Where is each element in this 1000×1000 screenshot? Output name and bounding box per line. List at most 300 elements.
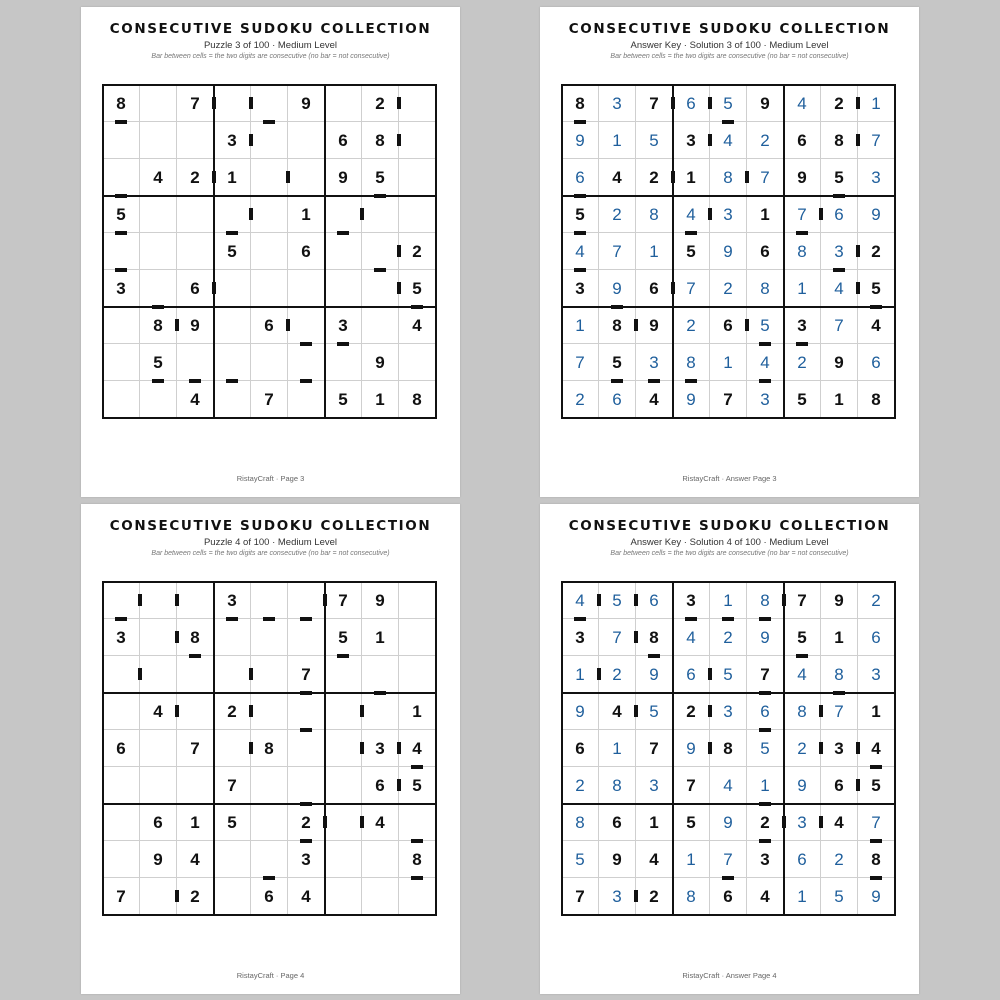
consecutive-bar: [611, 379, 623, 383]
grid-cell: 6: [251, 307, 288, 344]
grid-cell: 3: [710, 196, 747, 233]
grid-cell: 7: [784, 582, 821, 619]
grid-cell: 5: [821, 878, 858, 915]
grid-cell: [399, 656, 436, 693]
consecutive-bar: [374, 268, 386, 272]
grid-cell: [362, 307, 399, 344]
grid-cell: [325, 85, 362, 122]
box-divider: [102, 84, 104, 419]
grid-cell: 3: [858, 656, 895, 693]
grid-cell: 7: [562, 878, 599, 915]
grid-cell: 3: [673, 122, 710, 159]
consecutive-bar: [796, 342, 808, 346]
grid-cell: 3: [784, 307, 821, 344]
grid-cell: [399, 122, 436, 159]
consecutive-bar: [374, 194, 386, 198]
grid-cell: [103, 122, 140, 159]
answer-page-3: [540, 7, 919, 497]
grid-cell: 7: [821, 693, 858, 730]
grid-cell: 3: [710, 693, 747, 730]
grid-cell: [140, 767, 177, 804]
grid-cell: 1: [214, 159, 251, 196]
grid-cell: 5: [784, 619, 821, 656]
grid-cell: 1: [710, 344, 747, 381]
grid-cell: 7: [325, 582, 362, 619]
box-divider: [324, 84, 326, 419]
grid-cell: 1: [784, 270, 821, 307]
grid-cell: 4: [710, 122, 747, 159]
grid-cell: 2: [747, 122, 784, 159]
grid-cell: 5: [858, 767, 895, 804]
grid-cell: 9: [599, 270, 636, 307]
grid-cell: 1: [362, 619, 399, 656]
grid-cell: 5: [103, 196, 140, 233]
consecutive-bar: [189, 379, 201, 383]
consecutive-bar: [374, 691, 386, 695]
grid-cell: [214, 85, 251, 122]
grid-cell: [251, 233, 288, 270]
consecutive-bar: [115, 617, 127, 621]
consecutive-bar: [856, 134, 860, 146]
grid-cell: 6: [747, 693, 784, 730]
consecutive-bar: [759, 379, 771, 383]
grid-cell: 7: [673, 767, 710, 804]
box-divider: [672, 581, 674, 916]
box-divider: [435, 84, 437, 419]
consecutive-bar: [397, 779, 401, 791]
grid-cell: [177, 196, 214, 233]
grid-cell: [288, 767, 325, 804]
consecutive-bar: [634, 890, 638, 902]
consecutive-bar: [819, 208, 823, 220]
grid-cell: 7: [710, 841, 747, 878]
grid-cell: [325, 804, 362, 841]
grid-cell: 6: [140, 804, 177, 841]
grid-cell: 4: [636, 381, 673, 418]
grid-cell: 4: [599, 693, 636, 730]
grid-cell: [140, 270, 177, 307]
consecutive-bar: [574, 231, 586, 235]
grid-cell: 7: [747, 159, 784, 196]
consecutive-bar: [115, 268, 127, 272]
grid-cell: 9: [858, 196, 895, 233]
grid-cell: [362, 270, 399, 307]
grid-cell: [177, 122, 214, 159]
grid-cell: 1: [362, 381, 399, 418]
consecutive-bar: [759, 802, 771, 806]
grid-cell: [288, 159, 325, 196]
consecutive-bar: [360, 705, 364, 717]
grid-cell: [325, 730, 362, 767]
consecutive-bar: [671, 171, 675, 183]
consecutive-bar: [722, 876, 734, 880]
grid-cell: 9: [747, 85, 784, 122]
grid-cell: [103, 307, 140, 344]
page-subtitle: Answer Key · Solution 4 of 100 · Medium Level: [630, 537, 829, 548]
grid-cell: [288, 122, 325, 159]
consecutive-bar: [574, 617, 586, 621]
grid-cell: 4: [399, 730, 436, 767]
grid-cell: [140, 656, 177, 693]
grid-cell: 3: [673, 582, 710, 619]
grid-cell: 2: [562, 767, 599, 804]
consecutive-bar: [226, 617, 238, 621]
grid-cell: 8: [562, 85, 599, 122]
consecutive-bar: [597, 668, 601, 680]
consecutive-bar: [819, 816, 823, 828]
box-divider: [102, 914, 437, 916]
grid-cell: 9: [362, 344, 399, 381]
consecutive-bar: [856, 742, 860, 754]
consecutive-bar: [212, 97, 216, 109]
page-title: CONSECUTIVE SUDOKU COLLECTION: [568, 518, 891, 534]
grid-cell: 2: [858, 233, 895, 270]
consecutive-bar: [870, 876, 882, 880]
grid-cell: [140, 196, 177, 233]
box-divider: [102, 581, 104, 916]
grid-cell: 9: [784, 767, 821, 804]
consecutive-bar: [856, 282, 860, 294]
grid-cell: [251, 804, 288, 841]
grid-cell: [140, 122, 177, 159]
grid-cell: 2: [214, 693, 251, 730]
consecutive-bar: [648, 654, 660, 658]
grid-cell: 4: [821, 804, 858, 841]
grid-cell: 3: [103, 619, 140, 656]
grid-cell: [214, 841, 251, 878]
consecutive-bar: [115, 194, 127, 198]
box-divider: [102, 417, 437, 419]
grid-cell: [251, 693, 288, 730]
grid-cell: 6: [636, 582, 673, 619]
grid-cell: 4: [562, 582, 599, 619]
consecutive-bar: [759, 839, 771, 843]
grid-cell: 9: [636, 307, 673, 344]
consecutive-bar: [300, 617, 312, 621]
box-divider: [561, 692, 896, 694]
grid-cell: 3: [821, 233, 858, 270]
sudoku-grid: [103, 85, 436, 418]
grid-cell: 8: [821, 122, 858, 159]
grid-cell: 4: [784, 656, 821, 693]
rule-note: Bar between cells = the two digits are consecutive (no bar = not consecutive): [610, 550, 849, 557]
grid-cell: [103, 693, 140, 730]
box-divider: [783, 84, 785, 419]
consecutive-bar: [249, 705, 253, 717]
grid-cell: [325, 878, 362, 915]
rule-note: Bar between cells = the two digits are consecutive (no bar = not consecutive): [151, 550, 390, 557]
consecutive-bar: [611, 305, 623, 309]
consecutive-bar: [286, 171, 290, 183]
consecutive-bar: [226, 231, 238, 235]
consecutive-bar: [397, 742, 401, 754]
grid-cell: [103, 381, 140, 418]
box-divider: [561, 581, 563, 916]
grid-cell: [362, 196, 399, 233]
grid-cell: 6: [325, 122, 362, 159]
grid-cell: [399, 582, 436, 619]
grid-cell: [288, 307, 325, 344]
grid-cell: 6: [362, 767, 399, 804]
grid-cell: 7: [636, 85, 673, 122]
page-footer: RistayCraft · Answer Page 4: [682, 971, 777, 980]
grid-cell: 8: [362, 122, 399, 159]
page-subtitle: Answer Key · Solution 3 of 100 · Medium Level: [630, 40, 829, 51]
grid-cell: 6: [710, 878, 747, 915]
grid-cell: 9: [636, 656, 673, 693]
grid-cell: [288, 381, 325, 418]
grid-cell: 1: [673, 159, 710, 196]
grid-cell: 7: [103, 878, 140, 915]
consecutive-bar: [411, 765, 423, 769]
grid-cell: 2: [362, 85, 399, 122]
grid-cell: 2: [710, 619, 747, 656]
grid-cell: 5: [747, 307, 784, 344]
grid-cell: [177, 582, 214, 619]
consecutive-bar: [782, 816, 786, 828]
grid-cell: 4: [673, 619, 710, 656]
box-divider: [561, 84, 563, 419]
grid-cell: 3: [214, 582, 251, 619]
grid-cell: 8: [399, 381, 436, 418]
grid-cell: 3: [747, 381, 784, 418]
grid-cell: 6: [784, 841, 821, 878]
grid-cell: [251, 196, 288, 233]
grid-cell: 9: [784, 159, 821, 196]
grid-cell: 2: [562, 381, 599, 418]
box-divider: [324, 581, 326, 916]
consecutive-bar: [189, 654, 201, 658]
consecutive-bar: [745, 319, 749, 331]
grid-cell: 9: [673, 730, 710, 767]
grid-cell: [251, 767, 288, 804]
grid-cell: 1: [747, 767, 784, 804]
grid-cell: 2: [673, 307, 710, 344]
grid-cell: 5: [325, 381, 362, 418]
consecutive-bar: [300, 342, 312, 346]
grid-cell: 6: [747, 233, 784, 270]
grid-cell: 1: [710, 582, 747, 619]
consecutive-bar: [708, 97, 712, 109]
consecutive-bar: [856, 97, 860, 109]
box-divider: [561, 914, 896, 916]
sudoku-grid: [103, 582, 436, 915]
grid-cell: 5: [399, 767, 436, 804]
grid-cell: 7: [599, 233, 636, 270]
grid-cell: [177, 767, 214, 804]
grid-cell: 4: [399, 307, 436, 344]
grid-cell: [362, 841, 399, 878]
grid-cell: 9: [599, 841, 636, 878]
grid-cell: [399, 878, 436, 915]
grid-cell: 9: [710, 233, 747, 270]
grid-cell: 7: [562, 344, 599, 381]
grid-cell: 1: [599, 122, 636, 159]
grid-cell: [325, 656, 362, 693]
consecutive-bar: [597, 594, 601, 606]
box-divider: [213, 581, 215, 916]
grid-cell: 1: [673, 841, 710, 878]
consecutive-bar: [300, 691, 312, 695]
grid-cell: 8: [599, 307, 636, 344]
grid-cell: 1: [177, 804, 214, 841]
consecutive-bar: [263, 876, 275, 880]
grid-cell: 8: [858, 841, 895, 878]
grid-cell: 6: [673, 85, 710, 122]
grid-cell: 7: [214, 767, 251, 804]
grid-cell: 2: [784, 344, 821, 381]
grid-cell: [325, 344, 362, 381]
consecutive-bar: [360, 742, 364, 754]
grid-cell: 9: [325, 159, 362, 196]
grid-cell: 8: [747, 270, 784, 307]
grid-cell: 8: [177, 619, 214, 656]
grid-cell: 8: [673, 878, 710, 915]
consecutive-bar: [115, 231, 127, 235]
rule-note: Bar between cells = the two digits are consecutive (no bar = not consecutive): [151, 53, 390, 60]
grid-cell: [214, 381, 251, 418]
grid-cell: 8: [562, 804, 599, 841]
answer-page-4: [540, 504, 919, 994]
grid-cell: 7: [747, 656, 784, 693]
grid-cell: [214, 730, 251, 767]
grid-cell: 1: [858, 693, 895, 730]
consecutive-bar: [300, 839, 312, 843]
consecutive-bar: [397, 282, 401, 294]
box-divider: [894, 581, 896, 916]
grid-cell: [177, 693, 214, 730]
grid-cell: 2: [784, 730, 821, 767]
consecutive-bar: [323, 816, 327, 828]
grid-cell: 4: [858, 307, 895, 344]
grid-cell: [103, 767, 140, 804]
grid-cell: 7: [821, 307, 858, 344]
grid-cell: 4: [747, 344, 784, 381]
box-divider: [561, 581, 896, 583]
page-footer: RistayCraft · Page 4: [236, 971, 305, 980]
box-divider: [561, 84, 896, 86]
grid-cell: [288, 730, 325, 767]
consecutive-bar: [360, 208, 364, 220]
grid-cell: 8: [821, 656, 858, 693]
grid-cell: [140, 233, 177, 270]
grid-cell: 4: [710, 767, 747, 804]
consecutive-bar: [360, 816, 364, 828]
box-divider: [102, 581, 437, 583]
consecutive-bar: [574, 120, 586, 124]
consecutive-bar: [226, 379, 238, 383]
consecutive-bar: [574, 268, 586, 272]
grid-cell: [362, 693, 399, 730]
consecutive-bar: [759, 728, 771, 732]
consecutive-bar: [722, 617, 734, 621]
grid-cell: 6: [821, 767, 858, 804]
consecutive-bar: [708, 134, 712, 146]
consecutive-bar: [115, 120, 127, 124]
grid-cell: 5: [858, 270, 895, 307]
grid-cell: [103, 159, 140, 196]
grid-cell: 6: [673, 656, 710, 693]
grid-cell: 2: [747, 804, 784, 841]
consecutive-bar: [175, 705, 179, 717]
grid-cell: 2: [288, 804, 325, 841]
consecutive-bar: [634, 631, 638, 643]
grid-cell: [399, 159, 436, 196]
grid-cell: [362, 656, 399, 693]
consecutive-bar: [411, 876, 423, 880]
grid-cell: 5: [214, 233, 251, 270]
consecutive-bar: [833, 268, 845, 272]
box-divider: [672, 84, 674, 419]
consecutive-bar: [671, 282, 675, 294]
box-divider: [561, 417, 896, 419]
grid-cell: 9: [858, 878, 895, 915]
grid-cell: 5: [821, 159, 858, 196]
grid-cell: [140, 85, 177, 122]
grid-cell: 7: [251, 381, 288, 418]
grid-cell: [140, 582, 177, 619]
grid-cell: 5: [747, 730, 784, 767]
grid-cell: 6: [177, 270, 214, 307]
grid-cell: 4: [562, 233, 599, 270]
grid-cell: [288, 619, 325, 656]
grid-cell: [325, 233, 362, 270]
consecutive-bar: [796, 231, 808, 235]
consecutive-bar: [212, 171, 216, 183]
box-divider: [213, 84, 215, 419]
consecutive-bar: [337, 342, 349, 346]
consecutive-bar: [175, 319, 179, 331]
grid-cell: 4: [140, 693, 177, 730]
grid-cell: 2: [636, 878, 673, 915]
grid-cell: 2: [177, 878, 214, 915]
grid-cell: 7: [858, 122, 895, 159]
grid-cell: [399, 804, 436, 841]
grid-cell: [214, 619, 251, 656]
grid-cell: [214, 878, 251, 915]
grid-cell: [325, 841, 362, 878]
sudoku-grid: [562, 582, 895, 915]
consecutive-bar: [685, 379, 697, 383]
grid-cell: 5: [325, 619, 362, 656]
grid-cell: [140, 619, 177, 656]
consecutive-bar: [300, 379, 312, 383]
grid-cell: [251, 85, 288, 122]
grid-cell: 7: [858, 804, 895, 841]
grid-cell: 3: [636, 344, 673, 381]
grid-cell: [177, 233, 214, 270]
consecutive-bar: [323, 594, 327, 606]
grid-cell: 4: [288, 878, 325, 915]
grid-cell: 4: [177, 841, 214, 878]
grid-cell: [251, 656, 288, 693]
consecutive-bar: [708, 208, 712, 220]
grid-cell: 6: [636, 270, 673, 307]
grid-cell: 9: [140, 841, 177, 878]
consecutive-bar: [833, 194, 845, 198]
grid-cell: [251, 270, 288, 307]
consecutive-bar: [263, 617, 275, 621]
grid-cell: 6: [784, 122, 821, 159]
grid-cell: 3: [858, 159, 895, 196]
grid-cell: 5: [673, 804, 710, 841]
consecutive-bar: [249, 208, 253, 220]
box-divider: [102, 84, 437, 86]
consecutive-bar: [397, 245, 401, 257]
consecutive-bar: [708, 668, 712, 680]
consecutive-bar: [138, 594, 142, 606]
grid-cell: 9: [562, 122, 599, 159]
